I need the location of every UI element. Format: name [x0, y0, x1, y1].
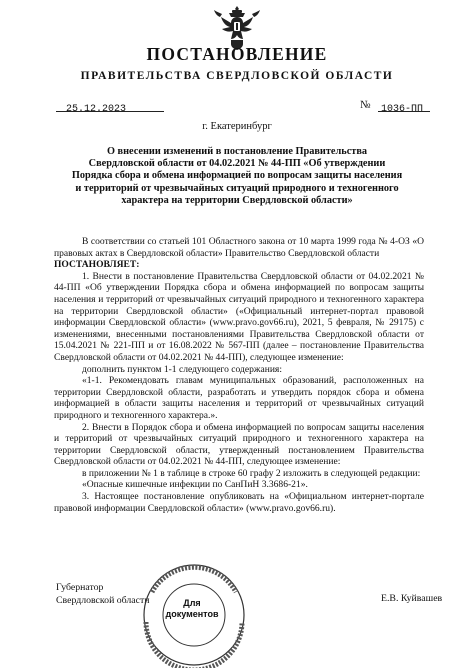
number-label: №	[360, 99, 371, 111]
item-1-quote: «1-1. Рекомендовать главам муниципальных образований, расположенных на территории Свердловской области, разработать и утвердить порядок сбора и обмена информацией в области защиты населения и территорий от чрезвычайных ситуаций природного и техногенного характера.».	[54, 375, 424, 421]
document-number: 1036-ПП	[381, 104, 424, 115]
heading-line: Свердловской области от 04.02.2021 № 44-ПП «Об утверждении	[88, 158, 386, 170]
item-1-paragraph: 1. Внести в постановление Правительства Свердловской области от 04.02.2021 № 44-ПП «Об утверждении Порядка сбора и обмена информацией по вопросам защиты населения и территорий от чрезвычайных ситуаций природного и техногенного характера на территории Свердловской области» («Официальный интернет-портал правовой информации Свердловской области» (www.pravo.gov66.ru), 2021, 5 февраля, № 29175) с изменениями, внесенными постановлениями Правительства Свердловской области от 15.04.2021 № 221-ПП и от 16.08.2022 № 567-ПП (далее – постановление Правительства Свердловской области от 04.02.2021 № 44-ПП), следующее изменение:	[54, 270, 424, 363]
date-field	[56, 98, 164, 115]
item-1-subparagraph: дополнить пунктом 1-1 следующего содержания:	[82, 363, 282, 375]
document-heading	[50, 146, 424, 207]
seal-line: документов	[165, 609, 219, 619]
issuing-authority: ПРАВИТЕЛЬСТВА СВЕРДЛОВСКОЙ ОБЛАСТИ	[80, 70, 394, 82]
position-line: Губернатор	[56, 582, 104, 593]
heading-line: характера на территории Свердловской области»	[121, 194, 353, 206]
seal-inner-text	[162, 598, 222, 620]
document-body	[54, 236, 424, 514]
heading-line: Порядка сбора и обмена информацией по вопросам защиты населения	[71, 170, 403, 182]
number-field	[378, 98, 430, 115]
item-2-paragraph: 2. Внести в Порядок сбора и обмена информацией по вопросам защиты населения и территорий от чрезвычайных ситуаций природного и техногенного характера на территории Свердловской области, утвержденный постановлением Правительства Свердловской области от 04.02.2021 № 44-ПП, следующее изменение:	[54, 421, 424, 468]
signatory-name: Е.В. Куйвашев	[381, 593, 443, 604]
item-3-paragraph: 3. Настоящее постановление опубликовать на «Официальном интернет-портале правовой информации Свердловской области» (www.pravo.gov66.ru).	[54, 491, 424, 514]
heading-line: О внесении изменений в постановление Правительства	[106, 146, 368, 157]
position-line: Свердловской области	[56, 595, 150, 606]
preamble-paragraph: В соответствии со статьей 101 Областного закона от 10 марта 1999 года № 4-ОЗ «О правовых актах в Свердловской области» Правительство Свердловской области	[54, 236, 424, 259]
item-2-subparagraph: в приложении № 1 в таблице в строке 60 графу 2 изложить в следующей редакции:	[82, 467, 421, 479]
document-type-title: ПОСТАНОВЛЕНИЕ	[146, 44, 328, 64]
place-of-issue: г. Екатеринбург	[202, 121, 272, 132]
document-date: 25.12.2023	[66, 104, 127, 115]
decree-word: ПОСТАНОВЛЯЕТ:	[54, 259, 140, 271]
heading-line: и территорий от чрезвычайных ситуаций природного и техногенного	[75, 182, 399, 194]
seal-line: Для	[183, 598, 201, 608]
item-2-quote: «Опасные кишечные инфекции по СанПиН 3.3686-21».	[82, 479, 308, 491]
